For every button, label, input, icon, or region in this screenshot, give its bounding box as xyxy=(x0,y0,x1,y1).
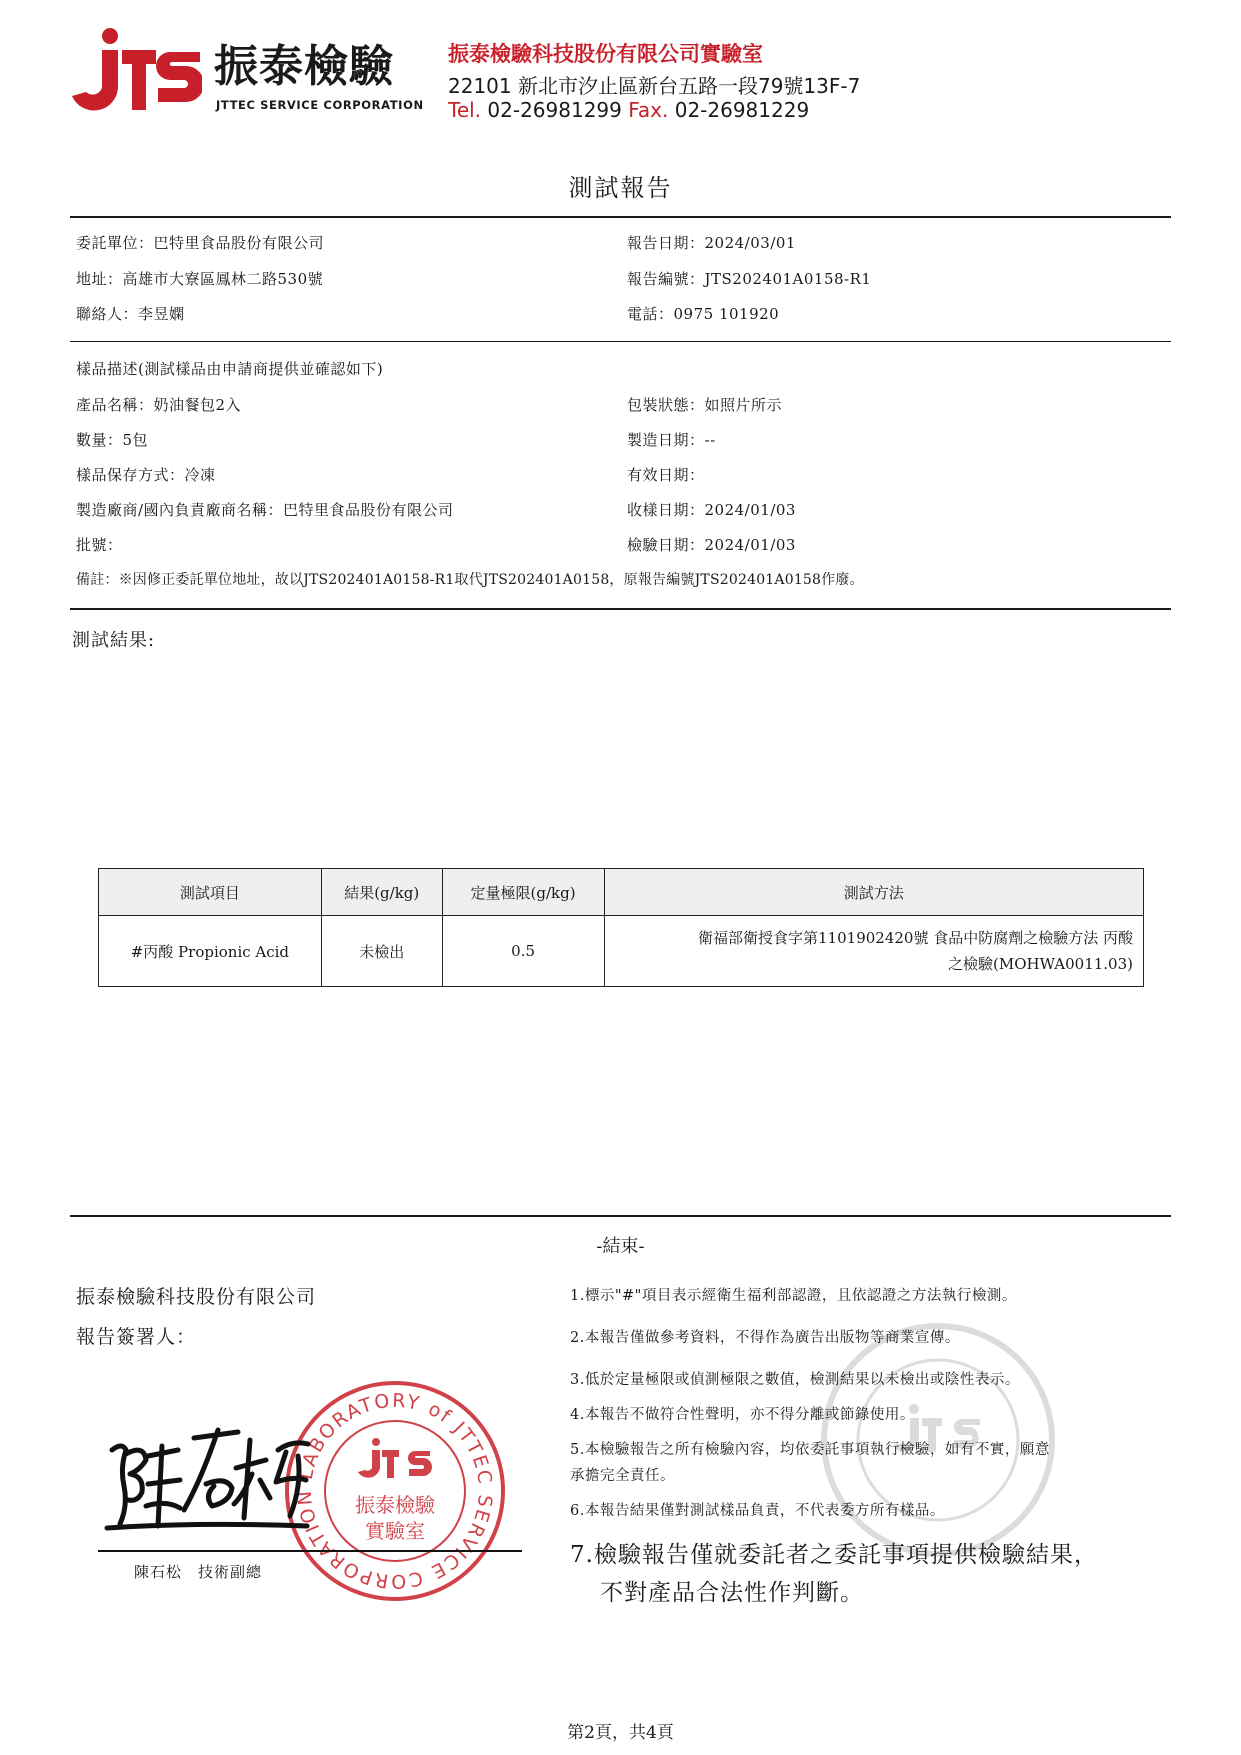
packaging-status: 包裝狀態：如照片所示 xyxy=(627,396,783,414)
svg-text:LABORATORY of JTTEC SERVICE CO: LABORATORY of JTTEC SERVICE CORPORATION xyxy=(293,1389,497,1593)
end-mark: -結束- xyxy=(596,1236,645,1257)
footnote: 2.本報告僅做參考資料，不得作為廣告出版物等商業宣傳。 xyxy=(570,1330,960,1346)
divider xyxy=(70,1215,1171,1217)
client-unit: 委託單位：巴特里食品股份有限公司 xyxy=(76,234,325,252)
client-contact: 聯絡人：李昱嫻 xyxy=(76,305,185,323)
handwritten-signature xyxy=(102,1410,332,1540)
divider xyxy=(70,341,1171,342)
divider xyxy=(70,216,1171,218)
results-label: 測試結果: xyxy=(72,630,156,651)
footnote: 不對產品合法性作判斷。 xyxy=(600,1580,864,1606)
manufacturer: 製造廠商/國內負責廠商名稱：巴特里食品股份有限公司 xyxy=(76,501,454,519)
client-address: 地址：高雄市大寮區鳳林二路530號 xyxy=(76,270,324,288)
svg-text:實驗室: 實驗室 xyxy=(365,1519,425,1543)
brand-name-en: JTTEC SERVICE CORPORATION xyxy=(216,98,424,112)
receive-date: 收樣日期：2024/01/03 xyxy=(627,501,796,519)
table-header-row xyxy=(99,869,1144,916)
column-header: 結果(g/kg) xyxy=(321,869,442,916)
results-table xyxy=(98,868,1144,987)
quantification-limit: 0.5 xyxy=(442,916,604,987)
footnote: 6.本報告結果僅對測試樣品負責，不代表委方所有樣品。 xyxy=(570,1503,945,1519)
page-number: 第2頁，共4頁 xyxy=(567,1723,674,1743)
svg-text:振泰檢驗: 振泰檢驗 xyxy=(355,1493,435,1517)
table-row xyxy=(99,916,1144,987)
column-header: 定量極限(g/kg) xyxy=(442,869,604,916)
footnote: 5.本檢驗報告之所有檢驗內容，均依委託事項執行檢驗，如有不實，願意 xyxy=(570,1442,1050,1458)
product-name: 產品名稱：奶油餐包2入 xyxy=(76,396,242,414)
column-header: 測試項目 xyxy=(99,869,322,916)
footnote: 承擔完全責任。 xyxy=(570,1468,675,1484)
footnote: 3.低於定量極限或偵測極限之數值，檢測結果以未檢出或陰性表示。 xyxy=(570,1372,1020,1388)
footnote: 1.標示"#"項目表示經衛生福利部認證，且依認證之方法執行檢測。 xyxy=(570,1288,1017,1304)
remark: 備註：※因修正委託單位地址，故以JTS202401A0158-R1取代JTS202401A0158，原報告編號JTS202401A0158作廢。 xyxy=(76,572,864,588)
fax-number: 02-26981229 xyxy=(674,98,810,122)
report-title: 測試報告 xyxy=(568,174,673,202)
tel-label: Tel. xyxy=(448,98,482,122)
test-date: 檢驗日期：2024/01/03 xyxy=(627,536,796,554)
lab-contact xyxy=(448,98,809,122)
test-method-line: 之檢驗(MOHWA0011.03) xyxy=(948,955,1133,973)
sample-description: 樣品描述(測試樣品由申請商提供並確認如下) xyxy=(76,360,384,378)
signer-name: 陳石松 技術副總 xyxy=(134,1563,263,1581)
tel-number: 02-26981299 xyxy=(487,98,622,122)
lab-name: 振泰檢驗科技股份有限公司實驗室 xyxy=(448,42,763,66)
issuing-company: 振泰檢驗科技股份有限公司 xyxy=(76,1286,317,1308)
test-method xyxy=(604,916,1144,987)
brand-name-cn: 振泰檢驗 xyxy=(214,41,394,92)
report-date: 報告日期：2024/03/01 xyxy=(627,234,796,252)
signature-line xyxy=(98,1550,522,1552)
manufacture-date: 製造日期：-- xyxy=(627,431,716,449)
storage-method: 樣品保存方式：冷凍 xyxy=(76,466,216,484)
batch-number: 批號： xyxy=(76,536,123,554)
test-method-line: 衛福部衛授食字第1101902420號 食品中防腐劑之檢驗方法 丙酸 xyxy=(698,929,1133,947)
fax-label: Fax. xyxy=(628,98,669,122)
client-phone: 電話：0975 101920 xyxy=(627,305,780,323)
footnote: 4.本報告不做符合性聲明，亦不得分離或節錄使用。 xyxy=(570,1407,915,1423)
signer-label: 報告簽署人： xyxy=(76,1326,197,1348)
lab-address: 22101 新北市汐止區新台五路一段79號13F-7 xyxy=(448,74,861,98)
test-result: 未檢出 xyxy=(321,916,442,987)
test-item: #丙酸 Propionic Acid xyxy=(99,916,322,987)
expiry-date: 有效日期： xyxy=(627,466,705,484)
divider xyxy=(70,608,1171,610)
sample-quantity: 數量：5包 xyxy=(76,431,149,449)
report-number: 報告編號：JTS202401A0158-R1 xyxy=(627,270,872,288)
footnote: 7.檢驗報告僅就委託者之委託事項提供檢驗結果， xyxy=(570,1542,1098,1568)
jts-logo xyxy=(72,22,202,114)
column-header: 測試方法 xyxy=(604,869,1144,916)
